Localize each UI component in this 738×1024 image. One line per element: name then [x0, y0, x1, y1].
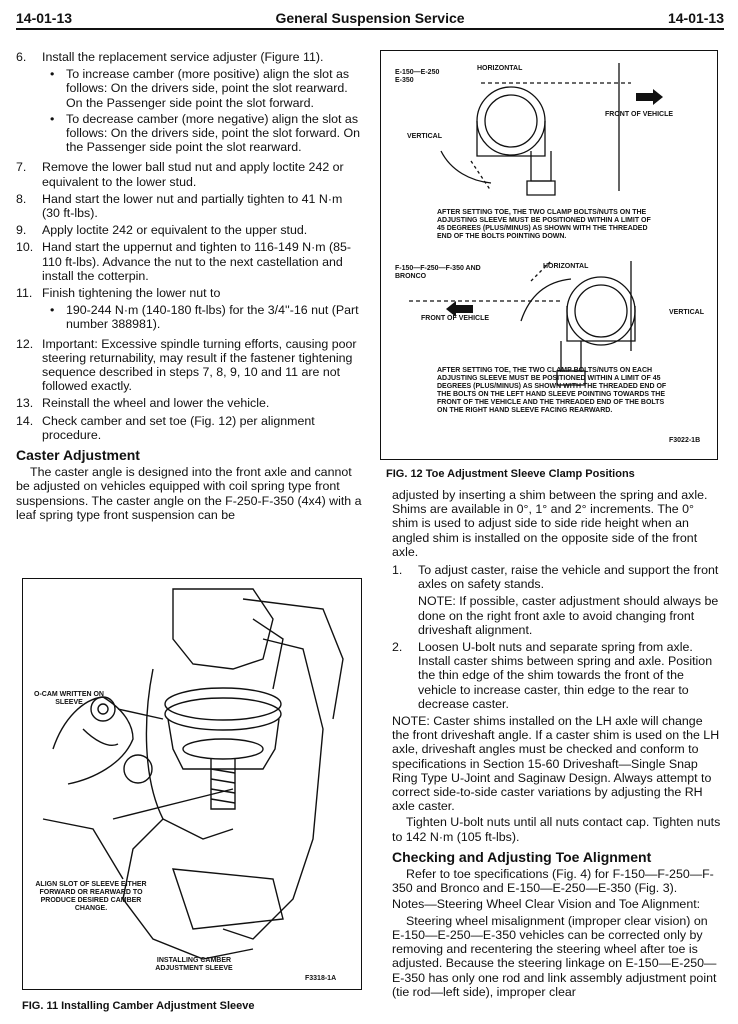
- step-number: 9.: [16, 223, 27, 238]
- caster-step-1-note: NOTE: If possible, caster adjustment should always be done on the right front axle to avoid changing front driveshaft alignment.: [418, 594, 719, 637]
- step-14: [16, 414, 362, 442]
- figure-11-caption: FIG. 11 Installing Camber Adjustment Sleeve: [22, 1000, 255, 1012]
- camber-sleeve-illustration: [23, 579, 361, 989]
- step-8: [16, 192, 362, 220]
- label-ocam-written: O-CAM WRITTEN ON SLEEVE: [34, 691, 104, 706]
- bottom-horizontal-label: HORIZONTAL: [543, 263, 589, 270]
- section-number-left: 14-01-13: [16, 10, 73, 26]
- top-horizontal-label: HORIZONTAL: [477, 65, 523, 72]
- step-number: 12.: [16, 336, 34, 351]
- step-number: 10.: [16, 240, 34, 255]
- figure-11: [22, 578, 362, 990]
- caster-continued-paragraph: adjusted by inserting a shim between the spring and axle. Shims are available in 0°, 1° and 2° increments. The 0° shim is used to adjust side to side ride height when an angled shim is installed on the opposite side of the front axle.: [392, 488, 708, 559]
- step-text: Hand start the lower nut and partially tighten to 41 N·m (30 ft-lbs).: [42, 191, 343, 221]
- caster-step-1: [392, 563, 722, 591]
- bullet-decrease-camber: • To decrease camber (more negative) align the slot as follows: On the drivers side, point the slot forward. On the Passenger side point the slot rearward.: [50, 112, 362, 155]
- figure-12: [380, 50, 718, 460]
- step-text: Apply loctite 242 or equivalent to the upper stud.: [42, 223, 308, 238]
- step-7: [16, 160, 362, 188]
- figure-12-code: F3022-1B: [669, 437, 701, 444]
- top-vertical-label: VERTICAL: [407, 133, 442, 140]
- figure-11-code: F3318-1A: [305, 975, 337, 982]
- page-title: General Suspension Service: [275, 10, 465, 26]
- step-text: Hand start the uppernut and tighten to 116-149 N·m (85-110 ft-lbs). Advance the nut to the next castellation and install the cotterpin.: [42, 240, 352, 283]
- step-number: 13.: [16, 396, 34, 411]
- label-align-slot: ALIGN SLOT OF SLEEVE EITHER FORWARD OR REARWARD TO PRODUCE DESIRED CAMBER CHANGE.: [35, 881, 147, 912]
- caster-adjustment-heading: Caster Adjustment: [16, 447, 140, 464]
- step-text: Finish tightening the lower nut to: [42, 286, 221, 301]
- top-model-label: E-150—E-250 E-350: [395, 69, 440, 84]
- figure-12-caption: FIG. 12 Toe Adjustment Sleeve Clamp Positions: [386, 468, 635, 480]
- toe-spec-paragraph: Refer to toe specifications (Fig. 4) for F-150—F-250—F-350 and Bronco and E-150—E-250—E-350 (Fig. 3).: [392, 867, 714, 896]
- caster-step-2: [392, 640, 722, 711]
- section-number-right: 14-01-13: [667, 10, 724, 26]
- step-number: 2.: [392, 640, 403, 655]
- step-number: 11.: [16, 286, 33, 301]
- toe-alignment-heading: Checking and Adjusting Toe Alignment: [392, 848, 652, 865]
- step-10: [16, 240, 362, 283]
- step-number: 7.: [16, 160, 27, 175]
- step-number: 14.: [16, 413, 34, 428]
- bottom-front-label: FRONT OF VEHICLE: [421, 315, 490, 322]
- left-column: [16, 50, 362, 524]
- bullet-torque-spec: • 190-244 N·m (140-180 ft-lbs) for the 3/4''-16 nut (Part number 388981).: [50, 303, 362, 331]
- step-number: 8.: [16, 191, 27, 206]
- bottom-note: AFTER SETTING TOE, THE TWO CLAMP BOLTS/NUTS ON EACH ADJUSTING SLEEVE MUST BE POSITIONED WITHIN A LIMIT OF 45 DEGREES (PLUS/MINUS) AS SHOWN WITH THE THREADED END OF THE BOLTS ON THE LEFT HAND SLEEVE POINTING TOWARDS THE FRONT OF THE VEHICLE AND THE THREADED END OF THE BOLTS ON THE RIGHT HAND SLEEVE FACING REARWARD.: [437, 367, 667, 414]
- step-text: Check camber and set toe (Fig. 12) per alignment procedure.: [42, 413, 315, 442]
- step-6: [16, 50, 362, 64]
- steering-paragraph: Steering wheel misalignment (improper clear vision) on E-150—E-250—E-350 vehicles can be corrected only by removing and recentering the steering wheel after toe is adjusted. Because the steering linkage on E-150—E-250—E-350 has only one rod and link assembly adjustment point (tie rod—left side), improper clear: [392, 913, 717, 999]
- step-12: [16, 337, 362, 394]
- step-text: Reinstall the wheel and lower the vehicle.: [42, 396, 270, 411]
- step-text: Important: Excessive spindle turning efforts, causing poor steering returnability, may result if the fastener tightening sequence described in steps 7, 8, 9, 10 and 11 are not followed exactly.: [42, 336, 357, 394]
- top-front-label: FRONT OF VEHICLE: [605, 111, 674, 118]
- tighten-paragraph: Tighten U-bolt nuts until all nuts contact cap. Tighten nuts to 142 N·m (105 ft-lbs).: [392, 815, 721, 844]
- step-text: Loosen U-bolt nuts and separate spring from axle. Install caster shims between spring and axle. Position the thin edge of the shim towards the front of the vehicle to increase caster, thin edge to the rear to decrease caster.: [418, 640, 713, 711]
- label-installing-sleeve: INSTALLING CAMBER ADJUSTMENT SLEEVE: [155, 957, 233, 972]
- step-9: [16, 223, 362, 237]
- step-number: 1.: [392, 563, 403, 578]
- step-13: [16, 396, 362, 410]
- step-text: To adjust caster, raise the vehicle and support the front axles on safety stands.: [418, 563, 719, 592]
- right-column: [392, 488, 722, 1001]
- top-note: AFTER SETTING TOE, THE TWO CLAMP BOLTS/NUTS ON THE ADJUSTING SLEEVE MUST BE POSITIONED WITHIN A LIMIT OF 45 DEGREES (PLUS/MINUS) AS SHOWN WITH THE THREADED END OF THE BOLTS POINTING DOWN.: [437, 209, 651, 240]
- driveshaft-note: NOTE: Caster shims installed on the LH axle will change the front driveshaft angle. If a caster shim is used on the LH axle, driveshaft angles must be checked and conform to specifications in Section 15-60 Driveshaft—Single Snap Ring Type U-Joint and Saginaw Design. Always attempt to correct side-to-side caster variations by adjusting the RH axle caster.: [392, 714, 720, 814]
- bottom-model-label: F-150—F-250—F-350 AND BRONCO: [395, 265, 481, 280]
- step-11: [16, 286, 362, 300]
- step-text: Remove the lower ball stud nut and apply loctite 242 or equivalent to the lower stud.: [42, 160, 344, 189]
- step-text: Install the replacement service adjuster (Figure 11).: [42, 50, 324, 64]
- step-number: 6.: [16, 50, 27, 64]
- bottom-vertical-label: VERTICAL: [669, 309, 704, 316]
- caster-paragraph: The caster angle is designed into the front axle and cannot be adjusted on vehicles equipped with coil spring type front suspensions. The caster angle on the F-250-F-350 (4x4) with a leaf spring type front suspension can be: [16, 465, 362, 522]
- bullet-increase-camber: • To increase camber (more positive) align the slot as follows: On the drivers side, point the slot rearward. On the Passenger side point the slot forward.: [50, 67, 362, 110]
- toe-notes-title: Notes—Steering Wheel Clear Vision and Toe Alignment:: [392, 897, 701, 912]
- page-header: [16, 8, 724, 30]
